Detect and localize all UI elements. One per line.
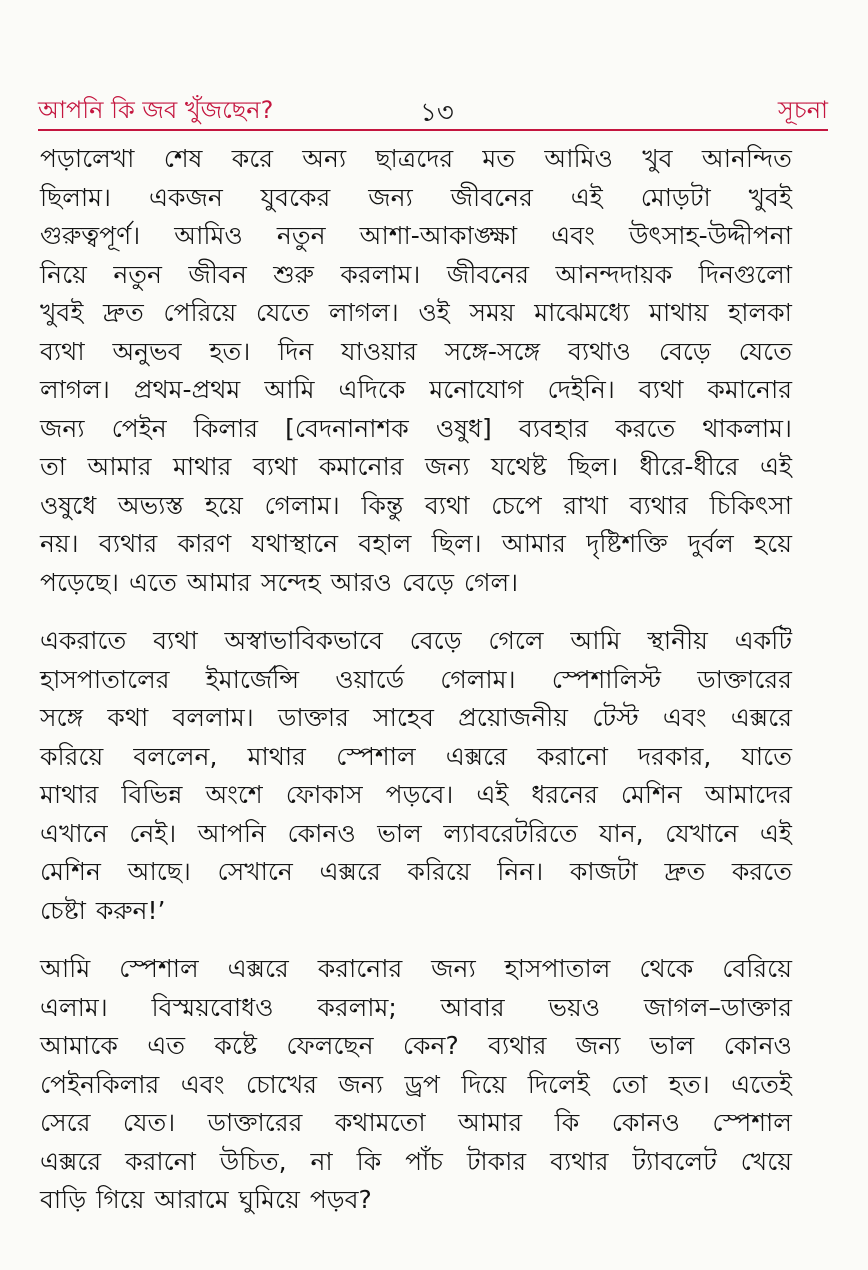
text-line: মেশিন আছে। সেখানে এক্সরে করিয়ে নিন। কাজটা দ্রুত করতে (40, 857, 792, 886)
text-line: পেইনকিলার এবং চোখের জন্য ড্রপ দিয়ে দিলেই তো হত। এতেই (40, 1069, 792, 1099)
header-section-title: সূচনা (777, 96, 828, 124)
text-line: হাসপাতালের ইমার্জেন্সি ওয়ার্ডে গেলাম। স্পেশালিস্ট ডাক্তারের (40, 664, 792, 694)
text-line: চেষ্টা করুন!’ (40, 895, 166, 925)
text-line: নয়। ব্যথার কারণ যথাস্থানে বহাল ছিল। আমার দৃষ্টিশক্তি দুর্বল হয়ে (40, 529, 792, 558)
text-line: ওষুধে অভ্যস্ত হয়ে গেলাম। কিন্তু ব্যথা চেপে রাখা ব্যথার চিকিৎসা (40, 490, 792, 520)
text-line: ছিলাম। একজন যুবকের জন্য জীবনের এই মোড়টা খুবই (40, 182, 792, 212)
text-line: করিয়ে বললেন, মাথার স্পেশাল এক্সরে করানো দরকার, যাতে (40, 741, 792, 771)
text-line: বাড়ি গিয়ে আরামে ঘুমিয়ে পড়ব? (40, 1185, 372, 1214)
paragraph (40, 950, 792, 1220)
text-line: সঙ্গে কথা বললাম। ডাক্তার সাহেব প্রয়োজনীয় টেস্ট এবং এক্সরে (40, 703, 792, 732)
text-line: তা আমার মাথার ব্যথা কমানোর জন্য যথেষ্ট ছিল। ধীরে-ধীরে এই (40, 452, 792, 481)
text-line: আমাকে এত কষ্টে ফেলছেন কেন? ব্যথার জন্য ভাল কোনও (40, 1031, 792, 1060)
text-line: খুবই দ্রুত পেরিয়ে যেতে লাগল। ওই সময় মাঝেমধ্যে মাথায় হালকা (40, 298, 792, 327)
text-line: ব্যথা অনুভব হত। দিন যাওয়ার সঙ্গে-সঙ্গে ব্যথাও বেড়ে যেতে (40, 336, 792, 366)
page-number: ১৩ (420, 98, 454, 128)
text-line: পড়েছে। এতে আমার সন্দেহ আরও বেড়ে গেল। (40, 567, 519, 597)
text-line: পড়ালেখা শেষ করে অন্য ছাত্রদের মত আমিও খুব আনন্দিত (40, 144, 792, 173)
text-line: আমি স্পেশাল এক্সরে করানোর জন্য হাসপাতাল থেকে বেরিয়ে (40, 954, 792, 983)
text-line: লাগল। প্রথম-প্রথম আমি এদিকে মনোযোগ দেইনি। ব্যথা কমানোর (40, 375, 792, 404)
text-line: নিয়ে নতুন জীবন শুরু করলাম। জীবনের আনন্দদায়ক দিনগুলো (40, 259, 792, 289)
text-line: একরাতে ব্যথা অস্বাভাবিকভাবে বেড়ে গেলে আমি স্থানীয় একটি (40, 626, 792, 655)
paragraph (40, 140, 792, 602)
header-rule (38, 129, 828, 131)
text-line: জন্য পেইন কিলার [বেদনানাশক ওষুধ] ব্যবহার করতে থাকলাম। (40, 413, 792, 443)
text-line: এক্সরে করানো উচিত, না কি পাঁচ টাকার ব্যথার ট্যাবলেট খেয়ে (40, 1146, 792, 1176)
text-line: সেরে যেত। ডাক্তারের কথামতো আমার কি কোনও স্পেশাল (40, 1108, 792, 1137)
text-line: এলাম। বিস্ময়বোধও করলাম; আবার ভয়ও জাগল–ডাক্তার (40, 992, 792, 1022)
paragraph (40, 622, 792, 930)
body-text (40, 140, 792, 1240)
text-line: গুরুত্বপূর্ণ। আমিও নতুন আশা-আকাঙ্ক্ষা এবং উৎসাহ-উদ্দীপনা (40, 221, 792, 250)
text-line: এখানে নেই। আপনি কোনও ভাল ল্যাবরেটরিতে যান, যেখানে এই (40, 818, 792, 848)
text-line: মাথার বিভিন্ন অংশে ফোকাস পড়বে। এই ধরনের মেশিন আমাদের (40, 780, 792, 809)
header-book-title: আপনি কি জব খুঁজছেন? (38, 96, 274, 124)
running-header (38, 92, 828, 132)
